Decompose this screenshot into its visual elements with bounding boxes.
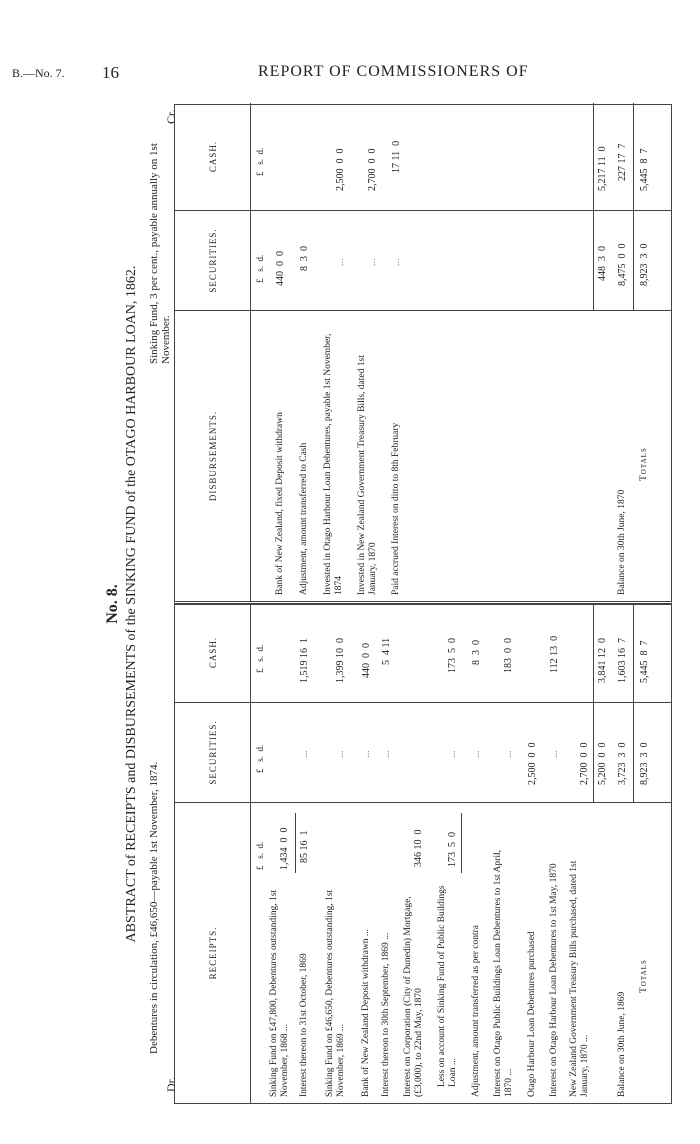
- disbursement-totals-cash: 5,445 8 7: [639, 148, 650, 191]
- page-header: [0, 63, 700, 86]
- disbursement-row-label: Paid accrued Interest on ditto to 8th February: [391, 422, 401, 595]
- receipt-totals-cash: 5,445 8 7: [639, 640, 650, 683]
- receipt-row-inner: 173 5 0: [447, 832, 458, 867]
- receipt-row-securities: ...: [381, 750, 392, 758]
- receipt-totals-label: Totals: [639, 959, 649, 993]
- disbursement-totals-label: Totals: [639, 447, 649, 481]
- securities-header: SECURITIES.: [175, 703, 251, 802]
- receipt-row-label: New Zealand Government Treasury Bills purchased, dated 1st January, 1870 ...: [569, 860, 590, 1097]
- securities-header: SECURITIES.: [175, 211, 251, 310]
- disbursement-row-label: Bank of New Zealand, fixed Deposit withdrawn: [275, 412, 285, 595]
- receipt-balance-label: Balance on 30th June, 1869: [617, 991, 627, 1097]
- receipt-row-label: Otago Harbour Loan Debentures purchased: [527, 931, 537, 1097]
- disbursement-row-securities: ...: [391, 258, 402, 266]
- receipt-row-inner: 1,434 0 0: [279, 827, 290, 870]
- receipt-row-label: Bank of New Zealand Deposit withdrawn ...: [361, 928, 371, 1097]
- subtitle-debentures: Debentures in circulation, £46,650—payable 1st November, 1874.: [148, 761, 160, 1054]
- disbursement-row-cash: 2,500 0 0: [335, 148, 346, 191]
- receipt-subtotal-cash: 3,841 12 0: [597, 638, 608, 683]
- receipt-row-cash: 1,519 16 1: [299, 638, 310, 683]
- receipt-row-securities: ...: [361, 750, 372, 758]
- receipt-row-cash: 112 13 0: [549, 635, 560, 673]
- disbursement-row-label: Invested in Otago Harbour Loan Debentures, payable 1st November, 1874: [323, 333, 344, 595]
- receipt-balance-securities: 3,723 3 0: [617, 742, 628, 785]
- receipt-row-inner: 85 16 1: [299, 830, 310, 863]
- receipt-row-label: Interest on Otago Public Buildings Loan Debentures to 1st April, 1870 ...: [493, 850, 514, 1097]
- disbursement-row-cash: 2,700 0 0: [367, 148, 378, 191]
- receipt-row-label: Sinking Fund on £46,650, Debentures outstanding, 1st November, 1869 ...: [325, 889, 346, 1097]
- disbursement-row-securities: ...: [367, 258, 378, 266]
- receipt-row-cash: 173 5 0: [447, 638, 458, 673]
- receipt-row-label: Sinking Fund on £47,800, Debentures outstanding, 1st November, 1868 ...: [269, 889, 290, 1097]
- securities-units: £ s. d.: [255, 744, 265, 773]
- receipt-row-cash: 440 0 0: [361, 643, 372, 678]
- disbursement-subtotal-cash: 5,217 11 0: [597, 146, 608, 191]
- running-title: REPORT OF COMMISSIONERS OF: [258, 63, 529, 80]
- receipt-row-label: Interest thereon to 31st October, 1869: [299, 953, 309, 1097]
- receipt-balance-cash: 1,603 16 7: [617, 638, 628, 683]
- receipt-row-securities: ...: [503, 750, 514, 758]
- receipt-row-cash: 1,399 10 0: [335, 638, 346, 683]
- disbursement-totals-securities: 8,923 3 0: [639, 243, 650, 286]
- receipt-row-cash: 183 0 0: [503, 638, 514, 673]
- receipt-totals-securities: 8,923 3 0: [639, 742, 650, 785]
- disbursement-row-label: Invested in New Zealand Government Treasury Bills, dated 1st January, 1870: [357, 355, 378, 595]
- cash-header: CASH.: [175, 103, 251, 210]
- receipts-header: RECEIPTS.: [175, 803, 251, 1103]
- rotated-abstract: [104, 104, 674, 1104]
- receipt-row-securities: ...: [335, 750, 346, 758]
- receipt-row-label: Interest on Otago Harbour Loan Debentures to 1st May, 1870: [549, 863, 559, 1097]
- cash-units: £ s. d.: [255, 147, 265, 176]
- disbursement-row-securities: ...: [335, 258, 346, 266]
- receipt-row-label: Interest on Corporation (City of Dunedin) Mortgage, (£3,000), to 22nd May, 1870: [403, 896, 424, 1097]
- receipt-subtotal-securities: 5,200 0 0: [597, 742, 608, 785]
- receipt-row-securities: 2,500 0 0: [527, 742, 538, 785]
- disbursement-balance-label: Balance on 30th June, 1870: [617, 489, 627, 595]
- subtitle-sinking-fund: Sinking Fund, 3 per cent., payable annually on 1st November.: [148, 143, 172, 364]
- document-number: No. 8.: [104, 584, 121, 624]
- document-title: ABSTRACT of RECEIPTS and DISBURSEMENTS of the SINKING FUND of the OTAGO HARBOUR LOAN, 1862.: [124, 265, 139, 943]
- receipt-row-securities: ...: [549, 750, 560, 758]
- disbursement-subtotal-securities: 448 3 0: [597, 246, 608, 281]
- disbursements-header: DISBURSEMENTS.: [175, 311, 251, 601]
- disbursements-table: [174, 104, 672, 604]
- disbursement-row-label: Adjustment, amount transferred to Cash: [299, 442, 309, 595]
- disbursement-balance-securities: 8,475 0 0: [617, 243, 628, 286]
- receipt-row-cash: 8 3 0: [471, 640, 482, 665]
- receipt-row-label: Adjustment, amount transferred as per contra: [471, 925, 481, 1097]
- receipt-row-cash: 5 4 11: [381, 637, 392, 665]
- receipt-row-label: Interest thereon to 30th September, 1869 ...: [381, 932, 391, 1097]
- receipts-table: [174, 604, 672, 1104]
- receipt-row-securities: 2,700 0 0: [579, 742, 590, 785]
- credit-marker: Cr.: [164, 109, 178, 124]
- disbursement-row-cash: 17 11 0: [391, 140, 402, 173]
- securities-units: £ s. d.: [255, 254, 265, 283]
- receipt-row-securities: ...: [471, 750, 482, 758]
- cash-header: CASH.: [175, 603, 251, 702]
- cash-units: £ s. d.: [255, 644, 265, 673]
- page-number: 16: [102, 63, 119, 82]
- document-reference: B.—No. 7.: [12, 66, 65, 80]
- inner-units: £ s. d.: [255, 841, 265, 870]
- disbursement-row-securities: 440 0 0: [275, 251, 286, 286]
- disbursement-row-securities: 8 3 0: [299, 246, 310, 271]
- receipt-row-securities: ...: [299, 750, 310, 758]
- disbursement-balance-cash: 227 17 7: [617, 143, 628, 181]
- receipt-row-securities: ...: [447, 750, 458, 758]
- receipt-row-inner: 346 10 0: [413, 829, 424, 867]
- debit-marker: Dr.: [164, 1077, 178, 1092]
- receipt-row-label: Less on account of Sinking Fund of Public Buildings Loan ...: [437, 885, 458, 1087]
